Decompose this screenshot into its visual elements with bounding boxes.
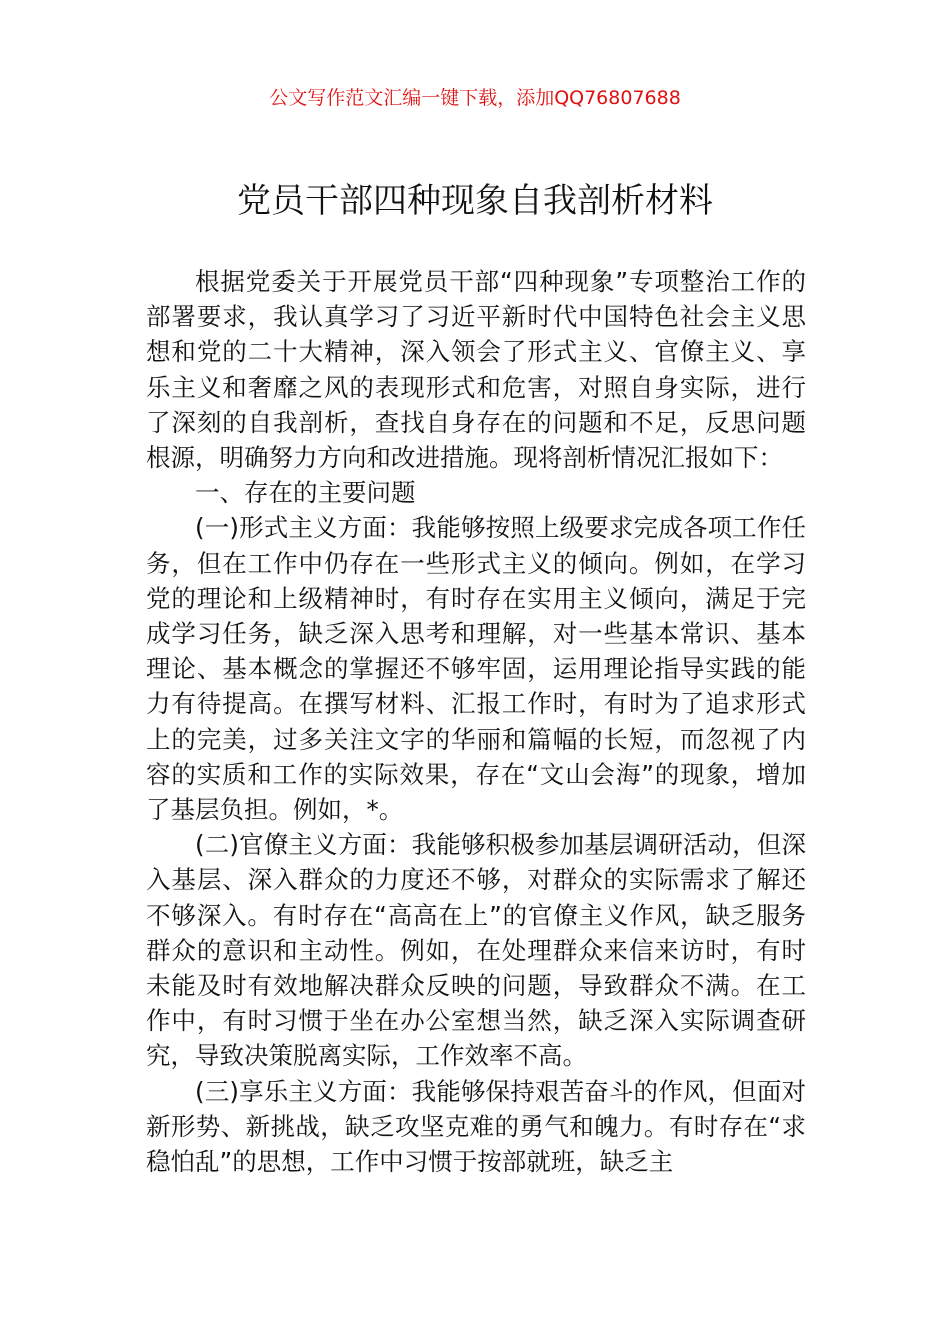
section-heading: 一、存在的主要问题 [195,478,416,508]
document-title: 党员干部四种现象自我剖析材料 [237,181,713,221]
formalism-paragraph: (一)形式主义方面：我能够按照上级要求完成各项工作任务，但在工作中仍存在一些形式主义的倾向。例如，在学习党的理论和上级精神时，有时存在实用主义倾向，满足于完成学习任务，缺乏深入思考和理解，对一些基本常识、基本理论、基本概念的掌握还不够牢固，运用理论指导实践的能力有待提高。在撰写材料、汇报工作时，有时为了追求形式上的完美，过多关注文字的华丽和篇幅的长短，而忽视了内容的实质和工作的实际效果，存在“文山会海”的现象，增加了基层负担。例如，*。 [146,513,806,825]
intro-paragraph: 根据党委关于开展党员干部“四种现象”专项整治工作的部署要求，我认真学习了习近平新时代中国特色社会主义思想和党的二十大精神，深入领会了形式主义、官僚主义、享乐主义和奢靡之风的表现形式和危害，对照自身实际，进行了深刻的自我剖析，查找自身存在的问题和不足，反思问题根源，明确努力方向和改进措施。现将剖析情况汇报如下： [146,267,806,473]
bureaucratism-paragraph: (二)官僚主义方面：我能够积极参加基层调研活动，但深入基层、深入群众的力度还不够，对群众的实际需求了解还不够深入。有时存在“高高在上”的官僚主义作风，缺乏服务群众的意识和主动性。例如，在处理群众来信来访时，有时未能及时有效地解决群众反映的问题，导致群众不满。在工作中，有时习惯于坐在办公室想当然，缺乏深入实际调查研究，导致决策脱离实际，工作效率不高。 [146,830,806,1071]
hedonism-paragraph: (三)享乐主义方面：我能够保持艰苦奋斗的作风，但面对新形势、新挑战，缺乏攻坚克难的勇气和魄力。有时存在“求稳怕乱”的思想，工作中习惯于按部就班，缺乏主 [146,1076,806,1177]
document-body [146,264,806,1179]
download-notice: 公文写作范文汇编一键下载，添加QQ76807688 [269,87,681,109]
